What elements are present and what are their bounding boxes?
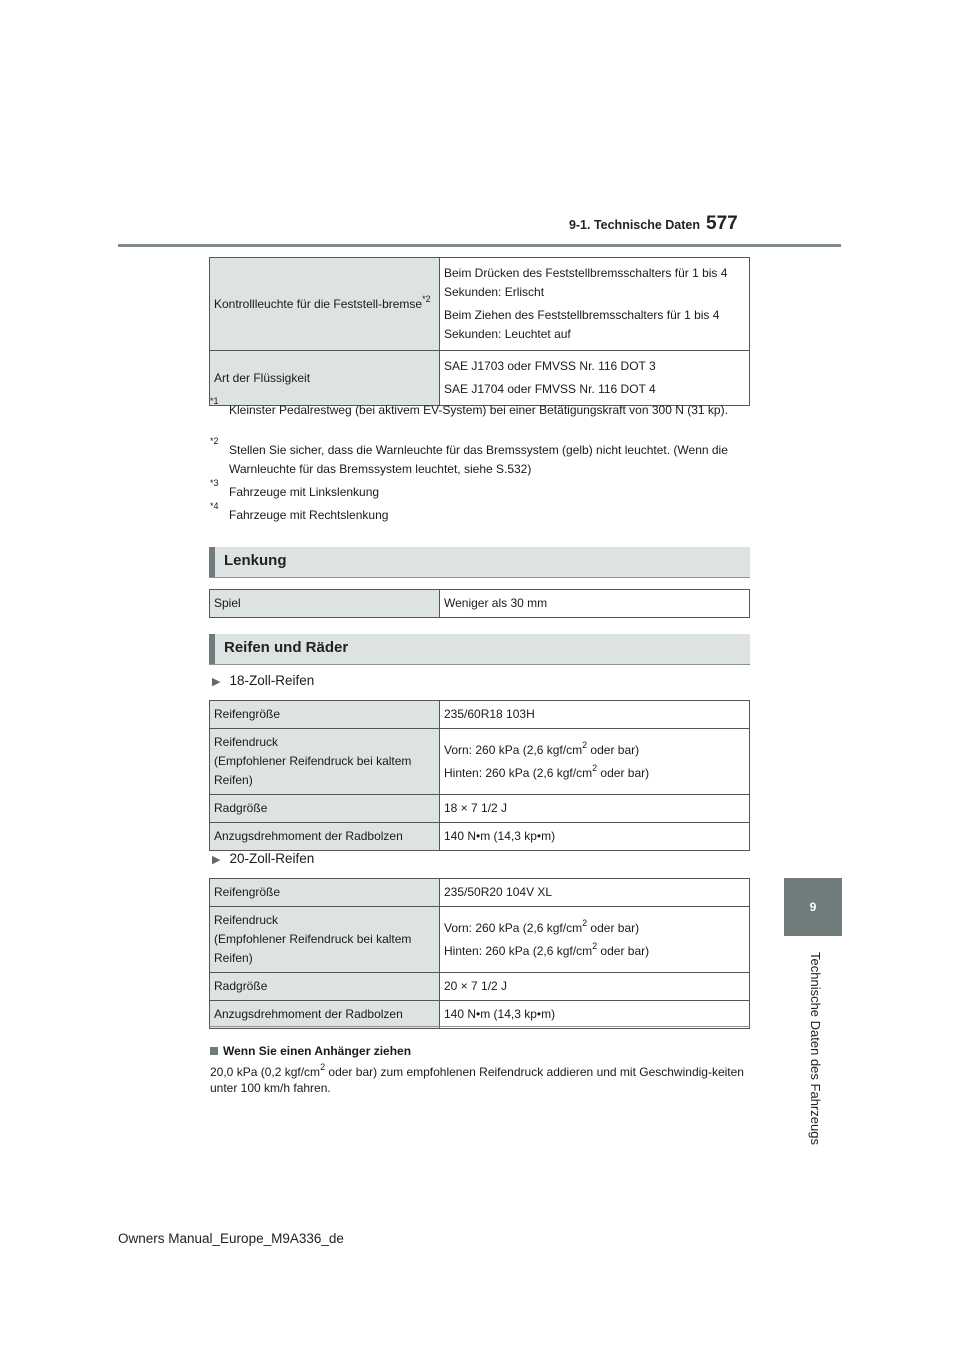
table-value-cell: Weniger als 30 mm: [440, 590, 750, 618]
table-value-cell: 235/60R18 103H: [440, 701, 750, 729]
brake-spec-table: [209, 257, 750, 406]
table-value-cell: 140 N•m (14,3 kp•m): [440, 1001, 750, 1029]
footnote: *3 Fahrzeuge mit Linkslenkung: [210, 478, 380, 499]
table-key-cell: Anzugsdrehmoment der Radbolzen: [210, 1001, 440, 1029]
footnote: *4 Fahrzeuge mit Rechtslenkung: [210, 501, 389, 522]
table-value-cell: Vorn: 260 kPa (2,6 kgf/$cm^2$ oder bar) Hinten: 260 kPa (2,6 kgf/$cm^2$ oder bar): [440, 907, 750, 973]
table-row: [210, 590, 750, 618]
table-value-cell: Vorn: 260 kPa (2,6 kgf/$cm^2$ oder bar) Hinten: 260 kPa (2,6 kgf/$cm^2$ oder bar): [440, 729, 750, 795]
chapter-number: 9: [809, 900, 817, 914]
square-bullet-icon: [210, 1047, 218, 1055]
table-row: [210, 729, 750, 795]
section-header-tires: [209, 634, 750, 665]
page-number: 577: [706, 213, 738, 234]
table-key-cell: Reifendruck (Empfohlener Reifendruck bei kaltem Reifen): [210, 907, 440, 973]
section-title: 9-1. Technische Daten: [568, 218, 700, 232]
table-key-cell: Spiel: [210, 590, 440, 618]
table-key-cell: Radgröße: [210, 795, 440, 823]
table-key-cell: Radgröße: [210, 973, 440, 1001]
note-divider: [209, 1026, 750, 1027]
section-accent-bar: [209, 634, 215, 664]
table-key-cell: Reifengröße: [210, 701, 440, 729]
note-title: Wenn Sie einen Anhänger ziehen: [210, 1044, 411, 1058]
table-key-cell: Reifengröße: [210, 879, 440, 907]
table-value-cell: 140 N•m (14,3 kp•m): [440, 823, 750, 851]
note-body: 20,0 kPa (0,2 kgf/$cm^2$ oder bar) zum empfohlenen Reifendruck addieren und mit Geschwindig-keiten unter 100 km/h fahren.: [210, 1062, 744, 1095]
table-row: [210, 701, 750, 729]
table-value-cell: 235/50R20 104V XL: [440, 879, 750, 907]
chapter-label: Technische Daten des Fahrzeugs: [808, 952, 823, 1145]
footnote: *2 Stellen Sie sicher, dass die Warnleuchte für das Bremssystem (gelb) nicht leuchtet. (Wenn die Warnleuchte für das Bremssystem leuchtet, siehe S.532): [210, 436, 728, 476]
header-divider: [118, 244, 841, 247]
footnote: *1 Kleinster Pedalrestweg (bei aktivem EV-System) bei einer Betätigungskraft von 300 N (31 kp).: [210, 396, 728, 417]
section-accent-bar: [209, 547, 215, 577]
triangle-bullet-icon: ▶: [212, 676, 221, 688]
table-row: [210, 1001, 750, 1029]
table-row: [210, 973, 750, 1001]
table-key-cell: Art der Flüssigkeit: [210, 351, 440, 406]
subsection-18-inch: ▶ 18-Zoll-Reifen: [212, 673, 315, 688]
table-value-cell: Beim Drücken des Feststellbremsschalters für 1 bis 4 Sekunden: Erlischt Beim Ziehen des Feststellbremsschalters für 1 bis 4 Sekunden: Leuchtet auf: [440, 258, 750, 351]
section-header-title: Reifen und Räder: [224, 639, 349, 656]
table-row: [210, 823, 750, 851]
section-header-steering: [209, 547, 750, 578]
table-row: [210, 351, 750, 406]
subsection-20-inch: ▶ 20-Zoll-Reifen: [212, 851, 315, 866]
section-header-title: Lenkung: [224, 552, 287, 569]
table-value-cell: SAE J1703 oder FMVSS Nr. 116 DOT 3 SAE J1704 oder FMVSS Nr. 116 DOT 4: [440, 351, 750, 406]
table-row: [210, 907, 750, 973]
table-key-cell: Anzugsdrehmoment der Radbolzen: [210, 823, 440, 851]
table-row: [210, 795, 750, 823]
table-value-cell: 18 × 7 1/2 J: [440, 795, 750, 823]
tire-18-spec-table: [209, 700, 750, 851]
table-row: [210, 879, 750, 907]
table-key-cell: Kontrollleuchte für die Feststell-bremse$^{*2}$: [210, 258, 440, 351]
steering-spec-table: [209, 589, 750, 618]
table-value-cell: 20 × 7 1/2 J: [440, 973, 750, 1001]
table-key-cell: Reifendruck (Empfohlener Reifendruck bei kaltem Reifen): [210, 729, 440, 795]
triangle-bullet-icon: ▶: [212, 854, 221, 866]
footer-doc-id: Owners Manual_Europe_M9A336_de: [118, 1231, 344, 1246]
chapter-tab[interactable]: [784, 878, 842, 936]
table-row: [210, 258, 750, 351]
tire-20-spec-table: [209, 878, 750, 1029]
